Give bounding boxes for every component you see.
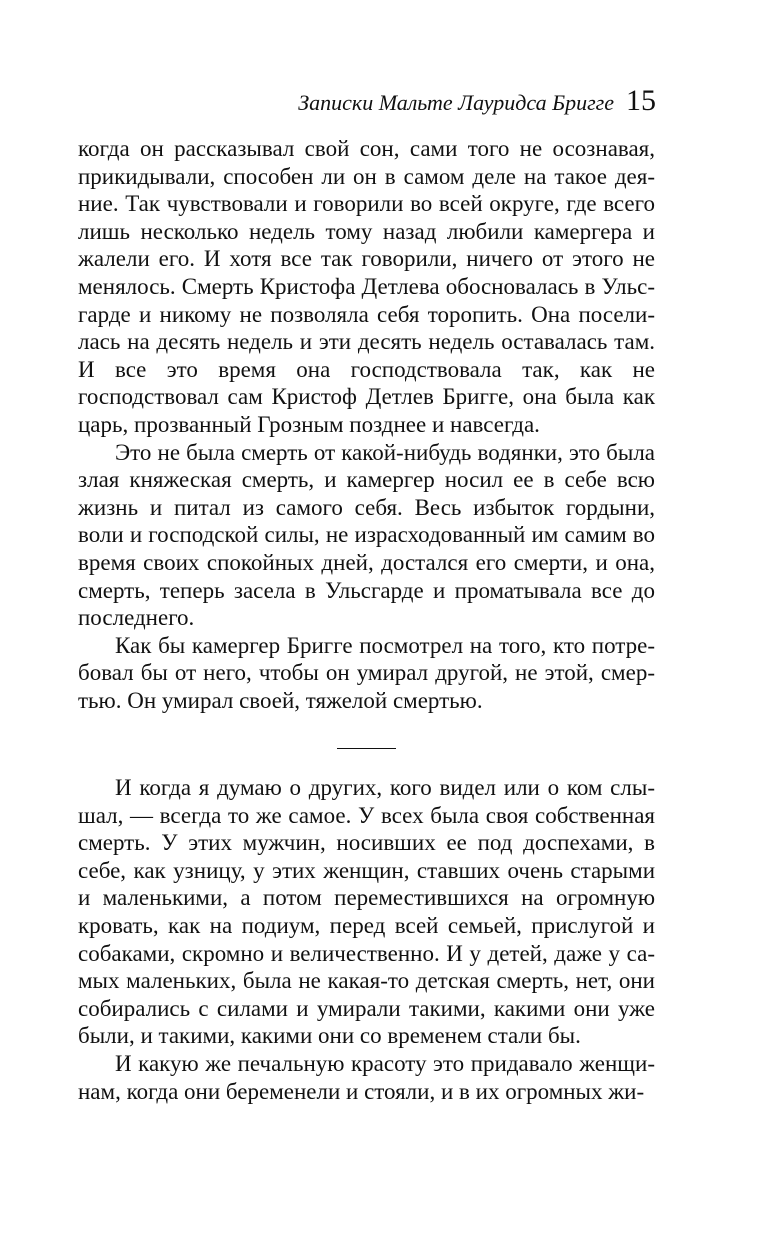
paragraph-3: Как бы камергер Бригге посмотрел на того, кто потребовал бы от него, чтобы он умирал другой, не этой, смертью. Он умирал своей, тяжелой смертью.: [78, 632, 655, 713]
running-header: [298, 84, 656, 118]
page-number: 15: [626, 84, 656, 117]
section-separator: [337, 748, 396, 749]
paragraph-1: когда он рассказывал свой сон, сами того не осознавая, прикидывали, способен ли он в самом деле на такое деяние. Так чувствовали и говорили во всей округе, где всего лишь несколько недель тому назад любили камергера и жалели его. И хотя все так говорили, ничего от этого не менялось. Смерть Кристофа Детлева обосновалась в Ульсгарде и никому не позволяла себя торопить. Она поселилась на десять недель и эти десять недель оставалась там. И все это время она господствовала так, как не господствовал сам Кристоф Детлев Бригге, она была как царь, прозванный Грозным позднее и навсегда.: [78, 136, 655, 437]
text-section-1: [78, 135, 655, 714]
paragraph-5: И какую же печальную красоту это придавало женщинам, когда они беременели и стояли, и в их огромных жи-: [78, 1050, 655, 1104]
paragraph-2: Это не была смерть от какой-нибудь водянки, это была злая княжеская смерть, и камергер носил ее в себе всю жизнь и питал из самого себя. Весь избыток гордыни, воли и господской силы, не израсходованный им самим во время своих спокойных дней, достался его смерти, и она, смерть, теперь засела в Ульсгарде и проматывала все до последнего.: [78, 439, 655, 631]
text-section-2: [78, 774, 655, 1105]
running-title: Записки Мальте Лауридса Бригге: [298, 90, 614, 115]
paragraph-4: И когда я думаю о других, кого видел или о ком слышал, — всегда то же самое. У всех была своя собственная смерть. У этих мужчин, носивших ее под доспехами, в себе, как узницу, у этих женщин, ставших очень старыми и маленькими, а потом переместившихся на огромную кровать, как на подиум, перед всей семьей, прислугой и собаками, скромно и величественно. И у детей, даже у самых маленьких, была не какая-то детская смерть, нет, они собирались с силами и умирали такими, какими они уже были, и такими, какими они со временем стали бы.: [78, 775, 655, 1049]
